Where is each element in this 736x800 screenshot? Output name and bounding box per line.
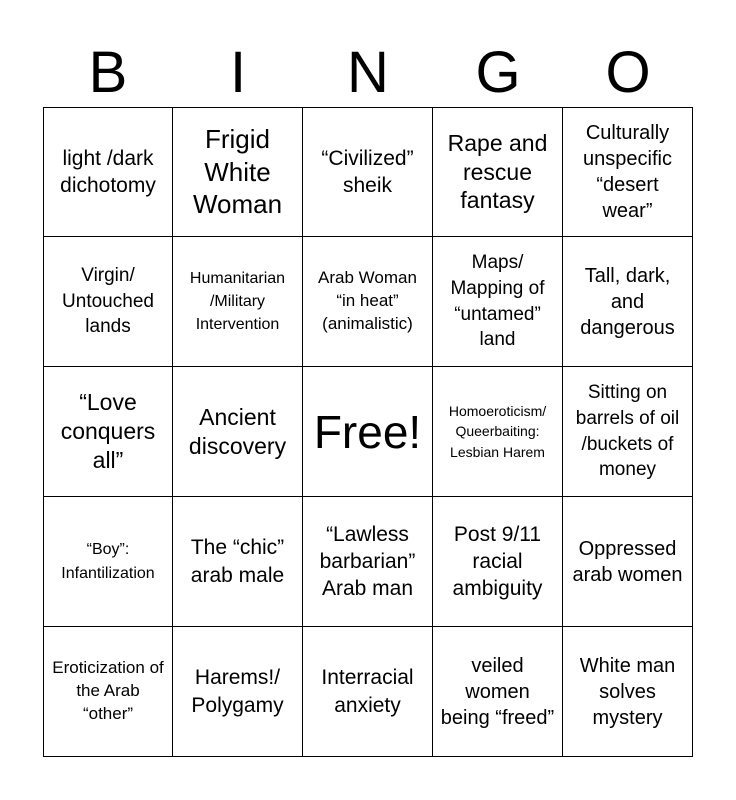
bingo-cell[interactable] [433,497,563,627]
cell-text: Culturally unspecific “desert wear” [583,122,672,222]
bingo-cell[interactable] [563,107,693,237]
cell-text: “Boy”: Infantilization [61,541,155,582]
bingo-cell[interactable] [43,107,173,237]
bingo-cell[interactable] [173,237,303,367]
bingo-header [43,40,693,106]
cell-text: Eroticization of the Arab “other” [52,658,164,723]
bingo-grid [43,107,693,757]
cell-text: Oppressed arab women [572,537,683,586]
cell-text: Frigid White Woman [192,124,283,220]
cell-text: “Lawless barbarian” Arab man [319,522,416,601]
bingo-cell[interactable] [43,497,173,627]
cell-text: Free! [313,405,422,458]
cell-text: Rape and rescue fantasy [447,129,548,214]
cell-text: Arab Woman “in heat” (animalistic) [318,268,417,333]
bingo-cell[interactable] [43,367,173,497]
cell-text: White man solves mystery [579,654,676,729]
header-letter-b: B [88,40,128,105]
bingo-cell[interactable] [43,627,173,757]
cell-text: Virgin/ Untouched lands [62,265,154,338]
bingo-cell[interactable] [173,497,303,627]
cell-text: Ancient discovery [188,403,287,459]
bingo-cell[interactable] [433,367,563,497]
cell-text: Harems!/ Polygamy [191,666,284,717]
bingo-cell[interactable] [303,107,433,237]
bingo-cell[interactable] [43,237,173,367]
bingo-cell[interactable] [433,107,563,237]
cell-text: Tall, dark, and dangerous [580,264,675,339]
cell-text: light /dark dichotomy [60,146,156,197]
cell-text: Post 9/11 racial ambiguity [452,522,543,601]
bingo-cell[interactable] [303,497,433,627]
bingo-cell[interactable] [173,367,303,497]
bingo-cell[interactable] [563,497,693,627]
bingo-cell[interactable] [303,237,433,367]
cell-text: veiled women being “freed” [440,654,555,729]
header-letter-i: I [229,40,247,105]
cell-text: The “chic” arab male [190,536,285,587]
bingo-cell[interactable] [563,237,693,367]
bingo-cell[interactable] [563,367,693,497]
cell-text: Maps/ Mapping of “untamed” land [450,252,545,351]
cell-text: “Civilized” sheik [321,146,414,197]
header-letter-g: G [475,40,521,105]
cell-text: Interracial anxiety [321,666,414,717]
bingo-cell[interactable] [433,627,563,757]
bingo-cell[interactable] [173,107,303,237]
cell-text: Humanitarian /Military Intervention [189,269,286,334]
free-space[interactable] [303,367,433,497]
cell-text: Sitting on barrels of oil /buckets of money [575,382,680,481]
bingo-cell[interactable] [433,237,563,367]
cell-text: “Love conquers all” [60,389,156,473]
bingo-cell[interactable] [563,627,693,757]
header-letter-o: O [605,40,651,105]
header-letter-n: N [347,40,389,105]
bingo-cell[interactable] [173,627,303,757]
cell-text: Homoeroticism/ Queerbaiting: Lesbian Harem [448,403,547,460]
bingo-cell[interactable] [303,627,433,757]
